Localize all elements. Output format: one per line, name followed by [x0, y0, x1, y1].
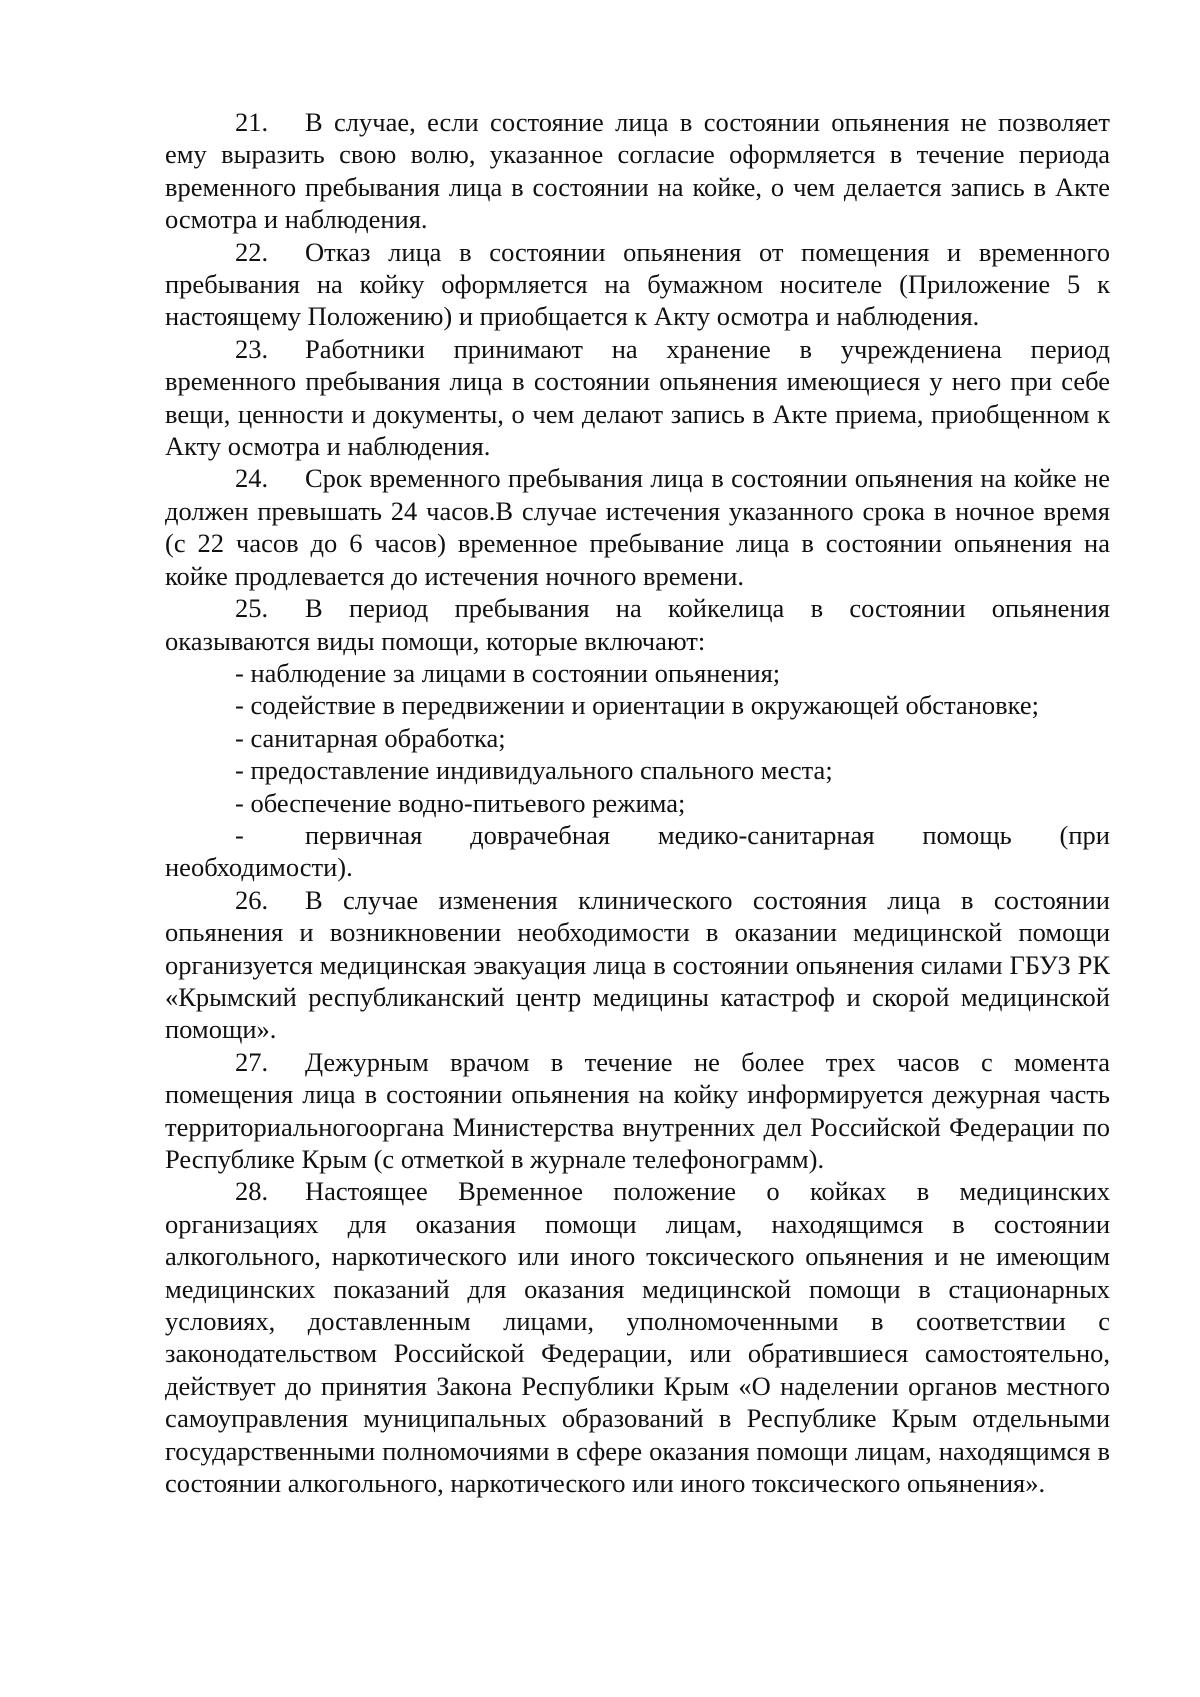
list-bullet: -: [235, 819, 244, 850]
paragraph-text: Срок временного пребывания лица в состоянии опьянения на койке не должен превышать 24 часов.В случае истечения указанного срока в ночное время (с 22 часов до 6 часов) временное пребывание лица в состоянии опьянения на койке продлевается до истечения ночного времени.: [165, 463, 1110, 591]
paragraph-number: 25.: [235, 593, 269, 624]
paragraph-27: [165, 1046, 1110, 1176]
paragraph-23: [165, 333, 1110, 463]
paragraph-text: В период пребывания на койкелица в состоянии опьянения оказываются виды помощи, которые включают:: [165, 593, 1110, 656]
paragraph-25: [165, 592, 1110, 657]
paragraph-text: В случае, если состояние лица в состоянии опьянения не позволяет ему выразить свою волю, указанное согласие оформляется в течение периода временного пребывания лица в состоянии на койке, о чем делается запись в Акте осмотра и наблюдения.: [165, 107, 1110, 235]
paragraph-number: 28.: [235, 1176, 269, 1207]
paragraph-text: В случае изменения клинического состояния лица в состоянии опьянения и возникновении необходимости в оказании медицинской помощи организуется медицинская эвакуация лица в состоянии опьянения силами ГБУЗ РК «Крымский республиканский центр медицины катастроф и скорой медицинской помощи».: [165, 884, 1110, 1045]
paragraph-21: [165, 106, 1110, 236]
paragraph-text: Настоящее Временное положение о койках в медицинских организациях для оказания помощи лицам, находящимся в состоянии алкогольного, наркотического или иного токсического опьянения и не имеющим медицинских показаний для оказания медицинской помощи в стационарных условиях, доставленным лицами, уполномоченными в соответствии с законодательством Российской Федерации, или обратившиеся самостоятельно, действует до принятия Закона Республики Крым «О наделении органов местного самоуправления муниципальных образований в Республике Крым отдельными государственными полномочиями в сфере оказания помощи лицам, находящимся в состоянии алкогольного, наркотического или иного токсического опьянения».: [165, 1176, 1110, 1499]
paragraph-22: [165, 236, 1110, 333]
list-item: - предоставление индивидуального спального места;: [235, 755, 833, 786]
paragraph-number: 22.: [235, 236, 269, 267]
paragraph-number: 24.: [235, 463, 269, 494]
paragraph-text: Дежурным врачом в течение не более трех часов с момента помещения лица в состоянии опьянения на койку информируется дежурная часть территориальногооргана Министерства внутренних дел Российской Федерации по Республике Крым (с отметкой в журнале телефонограмм).: [165, 1046, 1110, 1174]
paragraph-number: 21.: [235, 107, 269, 137]
list-item: - обеспечение водно-питьевого режима;: [235, 787, 686, 818]
paragraph-text: Отказ лица в состоянии опьянения от помещения и временного пребывания на койку оформляется на бумажном носителе (Приложение 5 к настоящему Положению) и приобщается к Акту осмотра и наблюдения.: [165, 236, 1110, 332]
list-item-last: [165, 819, 1110, 884]
paragraph-text: Работники принимают на хранение в учреждениена период временного пребывания лица в состоянии опьянения имеющиеся у него при себе вещи, ценности и документы, о чем делают запись в Акте приема, приобщенном к Акту осмотра и наблюдения.: [165, 333, 1110, 462]
list-item: - наблюдение за лицами в состоянии опьянения;: [235, 657, 781, 688]
paragraph-number: 27.: [235, 1046, 269, 1077]
list-item-text: первичная доврачебная медико-санитарная помощь (при необходимости).: [165, 819, 1110, 883]
paragraph-26: [165, 884, 1110, 1046]
paragraph-28: [165, 1175, 1110, 1499]
paragraph-number: 26.: [235, 884, 269, 915]
paragraph-24: [165, 462, 1110, 592]
list-item: - санитарная обработка;: [235, 722, 506, 753]
paragraph-number: 23.: [235, 333, 269, 364]
list-item: - содействие в передвижении и ориентации в окружающей обстановке;: [235, 690, 1039, 721]
